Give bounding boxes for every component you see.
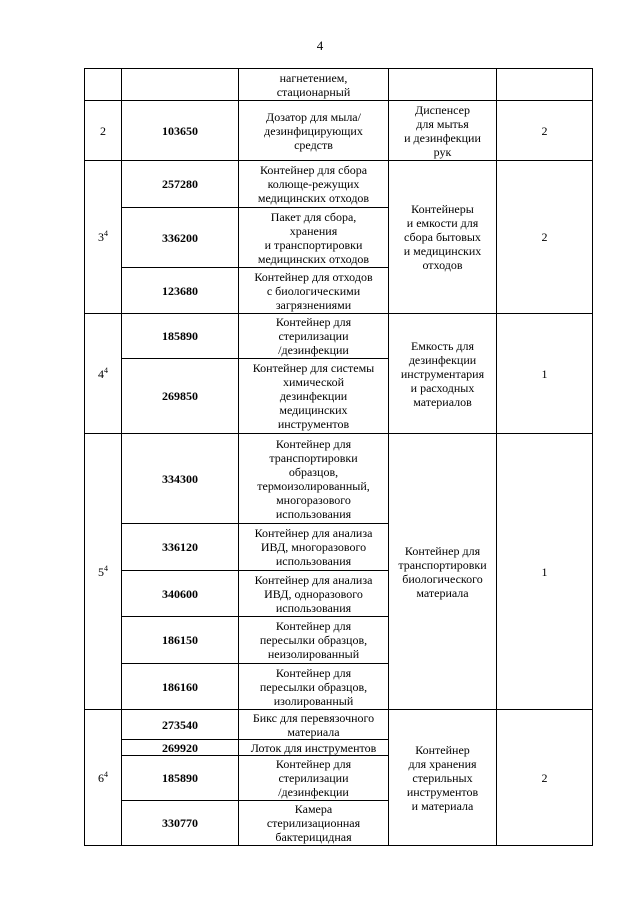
row-number (85, 69, 122, 101)
equipment-type: Контейнер для хранения стерильных инструментов и материала (389, 710, 497, 846)
item-code: 185890 (122, 314, 239, 359)
row-number: $4^4$ (85, 314, 122, 434)
item-code: 123680 (122, 268, 239, 314)
equipment-type: Диспенсер для мытья и дезинфекции рук (389, 101, 497, 161)
row-number: 2 (85, 101, 122, 161)
row-number: $3^4$ (85, 161, 122, 314)
page-number: 4 (316, 38, 324, 53)
table-row (85, 434, 593, 524)
table-row (85, 69, 593, 101)
table-row (85, 314, 593, 359)
item-name: Камера стерилизационная бактерицидная (239, 801, 389, 846)
item-name: Контейнер для стерилизации /дезинфекции (239, 314, 389, 359)
item-name: Контейнер для пересылки образцов, неизолированный (239, 617, 389, 664)
item-name: Бикс для перевязочного материала (239, 710, 389, 740)
quantity: 2 (497, 161, 593, 314)
item-code: 336120 (122, 524, 239, 571)
item-code: 185890 (122, 756, 239, 801)
row-number: $6^4$ (85, 710, 122, 846)
equipment-type (389, 69, 497, 101)
table-row (85, 101, 593, 161)
table-row (85, 161, 593, 208)
equipment-type: Емкость для дезинфекции инструментария и расходных материалов (389, 314, 497, 434)
equipment-type: Контейнеры и емкости для сбора бытовых и медицинских отходов (389, 161, 497, 314)
item-name: Лоток для инструментов (239, 740, 389, 756)
quantity: 1 (497, 434, 593, 710)
item-code: 340600 (122, 571, 239, 617)
item-name: Контейнер для системы химической дезинфекции медицинских инструментов (239, 359, 389, 434)
item-code: 103650 (122, 101, 239, 161)
item-name: Контейнер для пересылки образцов, изолированный (239, 664, 389, 710)
item-name: Контейнер для стерилизации /дезинфекции (239, 756, 389, 801)
quantity: 2 (497, 101, 593, 161)
item-name: Контейнер для анализа ИВД, многоразового использования (239, 524, 389, 571)
item-code (122, 69, 239, 101)
row-number: $5^4$ (85, 434, 122, 710)
item-name: нагнетением, стационарный (239, 69, 389, 101)
item-code: 336200 (122, 208, 239, 268)
item-name: Пакет для сбора, хранения и транспортировки медицинских отходов (239, 208, 389, 268)
quantity (497, 69, 593, 101)
item-name: Контейнер для сбора колюще-режущих медицинских отходов (239, 161, 389, 208)
item-code: 186160 (122, 664, 239, 710)
item-code: 273540 (122, 710, 239, 740)
item-code: 330770 (122, 801, 239, 846)
item-code: 269920 (122, 740, 239, 756)
item-name: Дозатор для мыла/ дезинфицирующих средств (239, 101, 389, 161)
item-code: 269850 (122, 359, 239, 434)
item-code: 257280 (122, 161, 239, 208)
equipment-table (84, 68, 593, 846)
table-row (85, 710, 593, 740)
item-code: 334300 (122, 434, 239, 524)
item-name: Контейнер для отходов с биологическими загрязнениями (239, 268, 389, 314)
quantity: 2 (497, 710, 593, 846)
quantity: 1 (497, 314, 593, 434)
item-name: Контейнер для транспортировки образцов, термоизолированный, многоразового использования (239, 434, 389, 524)
item-code: 186150 (122, 617, 239, 664)
equipment-type: Контейнер для транспортировки биологического материала (389, 434, 497, 710)
item-name: Контейнер для анализа ИВД, одноразового использования (239, 571, 389, 617)
